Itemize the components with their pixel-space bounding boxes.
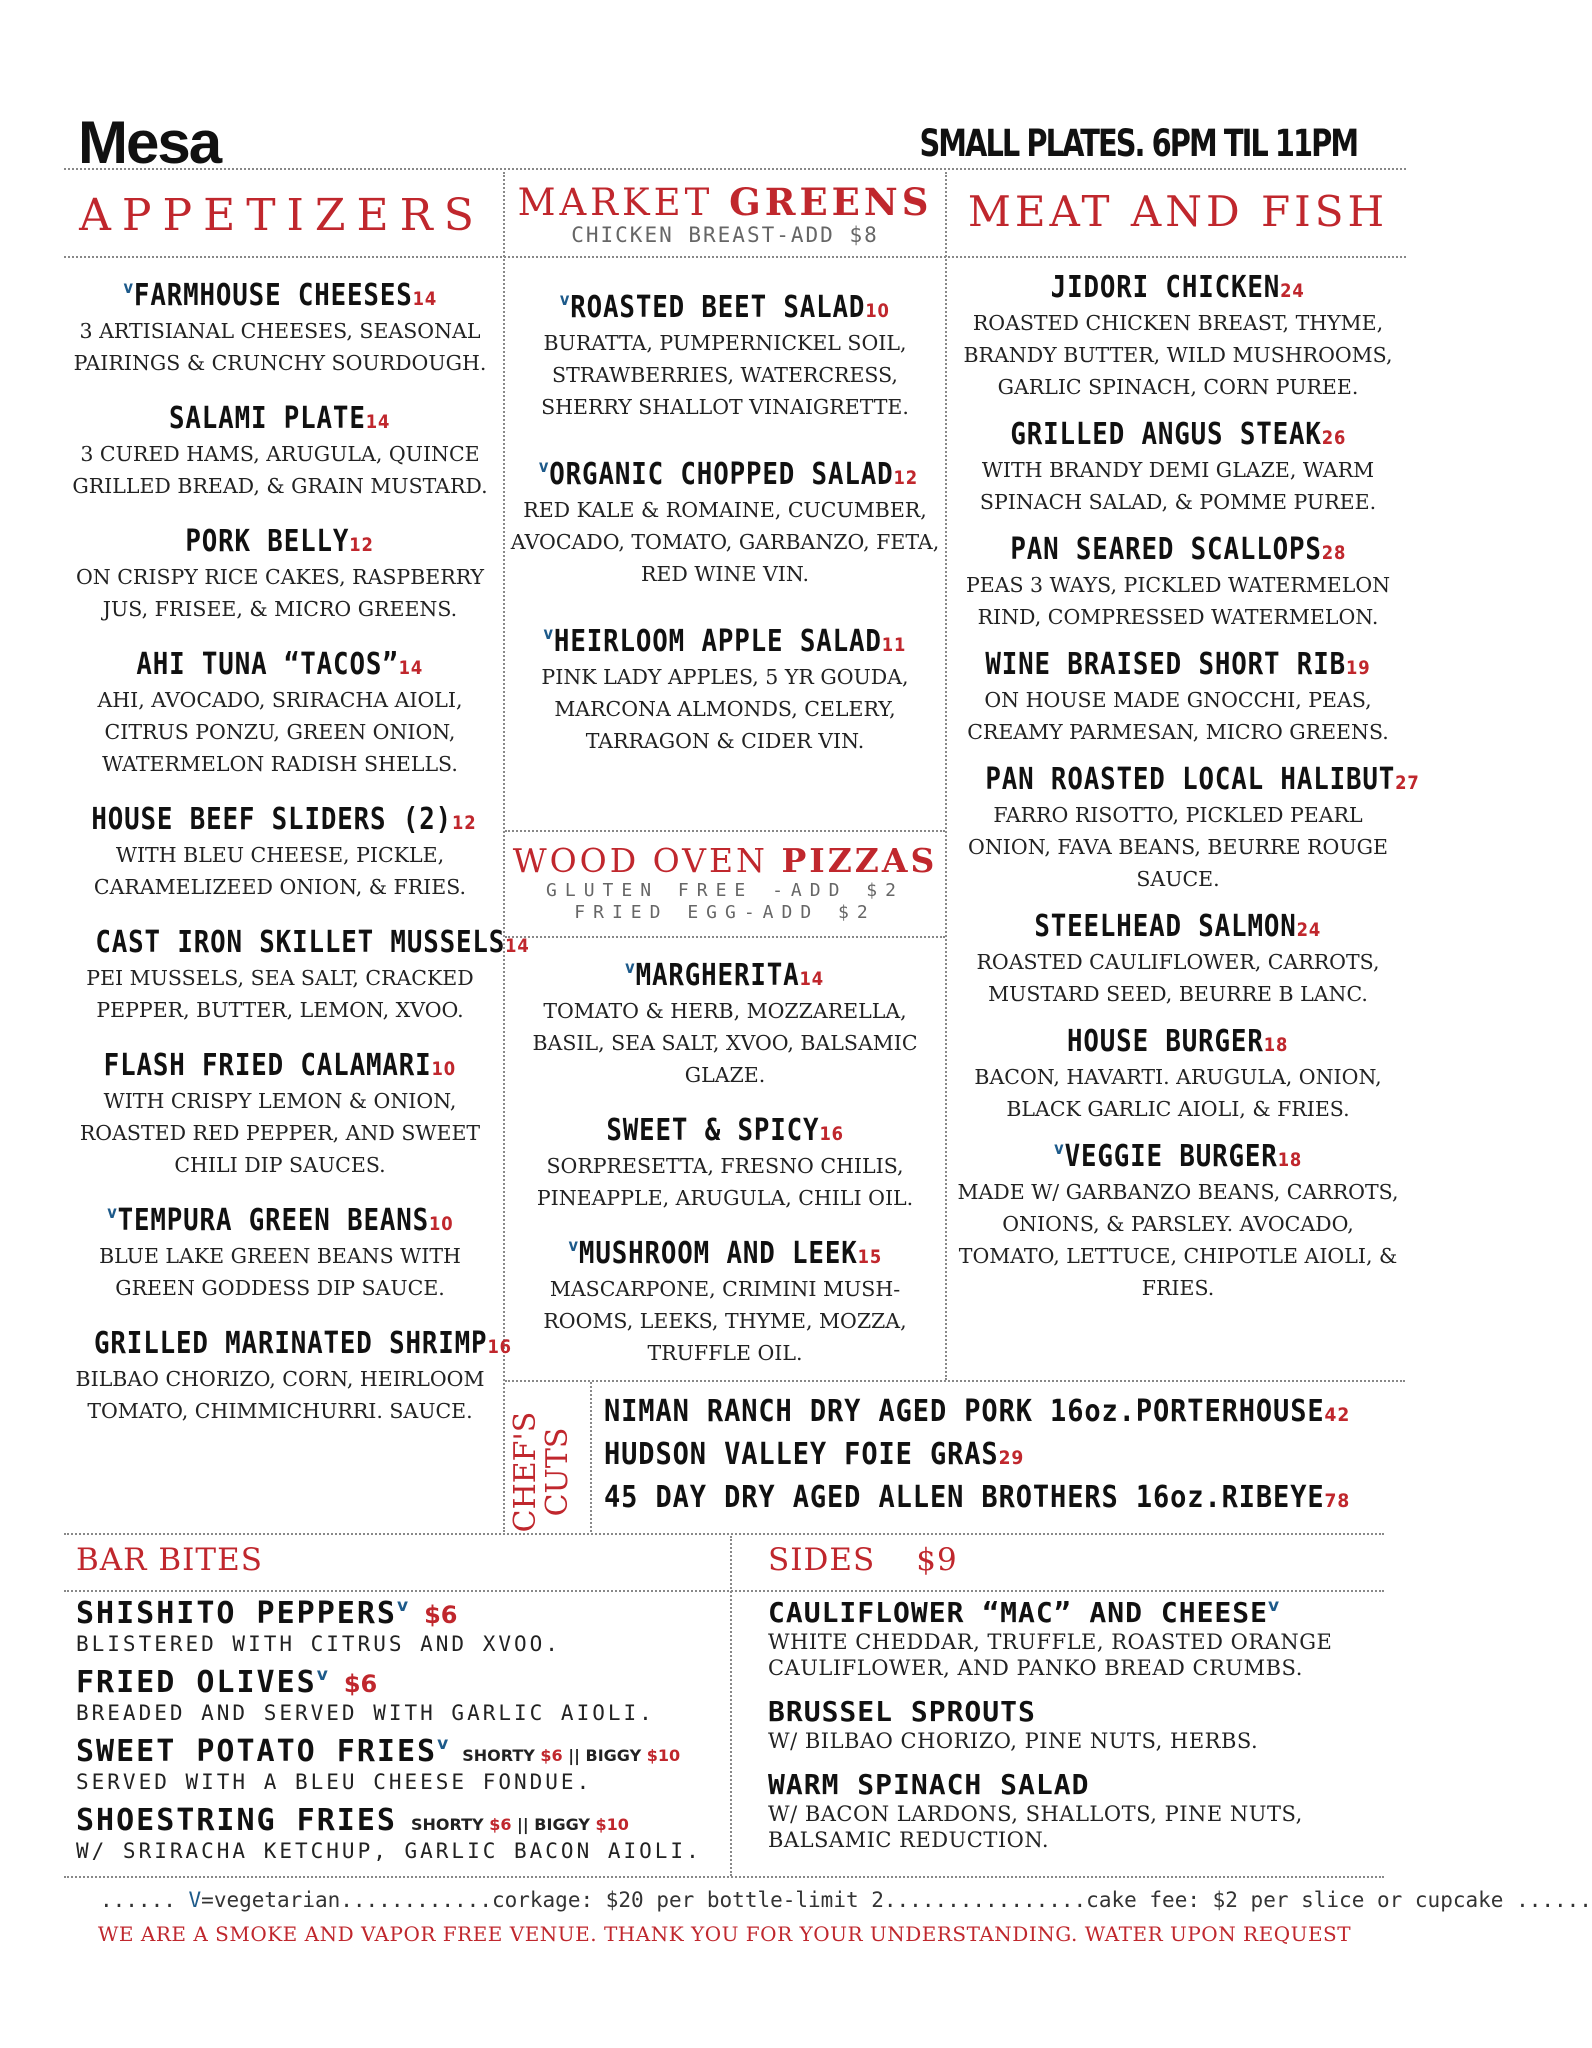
menu-item-price: 26 <box>1321 427 1346 449</box>
menu-item <box>950 1139 1406 1304</box>
greens-title-b: GREENS <box>729 180 933 224</box>
side-header <box>768 1768 1398 1801</box>
menu-item-header <box>60 802 500 837</box>
menu-item-name-wrap <box>95 925 529 960</box>
shorty-label: SHORTY <box>462 1746 535 1765</box>
menu-item-name: PAN ROASTED LOCAL HALIBUT <box>985 762 1396 797</box>
menu-item-name-wrap <box>169 401 390 436</box>
menu-item-price: 14 <box>505 935 530 957</box>
vegetarian-mark: v <box>123 278 134 298</box>
side-name: CAULIFLOWER “MAC” AND CHEESE <box>768 1596 1269 1629</box>
menu-item-name-wrap <box>91 802 476 837</box>
menu-item-description: BACON, HAVARTI. ARUGULA, ONION, BLACK GARLIC AIOLI, & FRIES. <box>974 1065 1382 1121</box>
header-divider <box>64 168 1406 170</box>
menu-item-name-wrap <box>1051 270 1305 305</box>
menu-item-name: SWEET & SPICY <box>606 1113 820 1148</box>
menu-item-header <box>60 925 530 960</box>
menu-item-header <box>508 958 942 993</box>
menu-item <box>60 925 530 1026</box>
menu-item-description: FARRO RISOTTO, PICKLED PEARL ONION, FAVA BEANS, BEURRE ROUGE SAUCE. <box>968 803 1388 891</box>
menu-item <box>60 802 500 903</box>
footer-legend-text: =vegetarian............corkage: $20 per bottle-limit 2................cake fee: $2 per slice or cupcake <box>201 1888 1504 1912</box>
menu-item <box>60 1326 512 1427</box>
shorty-price: $6 <box>489 1815 512 1834</box>
bar-bite-name: SHISHITO PEPPERS <box>76 1596 397 1631</box>
side-item <box>768 1695 1398 1754</box>
menu-item-name-wrap <box>544 624 907 659</box>
lower-divider <box>64 1533 1384 1535</box>
menu-item-description: WITH BLEU CHEESE, PICKLE, CARAMELIZEED ONION, & FRIES. <box>93 843 467 899</box>
menu-item-name: ORGANIC CHOPPED SALAD <box>549 457 894 492</box>
menu-item-price: 10 <box>431 1058 457 1080</box>
menu-item-header <box>950 1139 1406 1174</box>
vegetarian-mark: v <box>437 1734 449 1754</box>
menu-item-name: ROASTED BEET SALAD <box>570 290 866 325</box>
menu-item-name-wrap <box>539 457 918 492</box>
side-header <box>768 1695 1398 1728</box>
menu-item-name: FLASH FRIED CALAMARI <box>103 1048 432 1083</box>
menu-item-price: 19 <box>1346 657 1371 679</box>
menu-item-name-wrap <box>104 1048 456 1083</box>
pizzas-list <box>508 958 942 1391</box>
bar-bite-name: SWEET POTATO FRIES <box>76 1734 438 1769</box>
menu-item-name-wrap <box>568 1236 882 1271</box>
menu-item-description: PINK LADY APPLES, 5 YR GOUDA, MARCONA ALMONDS, CELERY, TARRAGON & CIDER VIN. <box>541 665 909 753</box>
menu-item-price: 14 <box>799 968 825 990</box>
menu-item-name: MUSHROOM AND LEEK <box>578 1236 858 1271</box>
menu-item-name: PORK BELLY <box>185 524 350 559</box>
menu-item-description: RED KALE & ROMAINE, CUCUMBER, AVOCADO, TOMATO, GARBANZO, FETA, RED WINE VIN. <box>510 498 940 586</box>
pizza-heading <box>508 842 942 924</box>
menu-item-price: 16 <box>819 1123 844 1145</box>
vegetarian-mark: v <box>538 457 550 477</box>
menu-item-description: SORPRESETTA, FRESNO CHILIS, PINEAPPLE, ARUGULA, CHILI OIL. <box>536 1154 914 1210</box>
greens-list <box>508 290 942 791</box>
menu-item-name: CAST IRON SKILLET MUSSELS <box>95 925 506 960</box>
menu-item-description: AHI, AVOCADO, SRIRACHA AIOLI, CITRUS PONZU, GREEN ONION, WATERMELON RADISH SHELLS. <box>97 688 463 776</box>
restaurant-logo: Mesa <box>78 109 221 176</box>
menu-item-price: 16 <box>487 1336 512 1358</box>
chefs-cuts-inner-divider <box>590 1382 592 1532</box>
menu-item <box>508 290 942 423</box>
menu-item-header <box>508 624 942 659</box>
menu-item-name: PAN SEARED SCALLOPS <box>1010 532 1322 567</box>
chefs-cut-price: 78 <box>1324 1490 1351 1512</box>
biggy-price: $10 <box>595 1815 629 1834</box>
appetizers-heading: APPETIZERS <box>79 190 485 241</box>
menu-item-description: ON CRISPY RICE CAKES, RASPBERRY JUS, FRISEE, & MICRO GREENS. <box>75 565 485 621</box>
bar-bite-sizes <box>411 1815 629 1834</box>
side-name: BRUSSEL SPROUTS <box>768 1695 1036 1728</box>
menu-item <box>950 417 1406 518</box>
bar-bites-heading: BAR BITES <box>76 1542 263 1578</box>
side-description: W/ BACON LARDONS, SHALLOTS, PINE NUTS, BALSAMIC REDUCTION. <box>768 1802 1303 1852</box>
menu-item-header <box>950 532 1406 567</box>
menu-item-name: SALAMI PLATE <box>169 401 367 436</box>
vegetarian-mark: v <box>316 1665 328 1685</box>
column-divider-2 <box>945 172 947 1380</box>
meat-fish-list <box>950 270 1420 1318</box>
bar-bite-header <box>76 1803 726 1838</box>
menu-item <box>950 762 1420 895</box>
side-item <box>768 1596 1398 1681</box>
menu-item-price: 28 <box>1321 542 1346 564</box>
menu-item-header <box>60 1326 512 1361</box>
menu-item-description: ROASTED CAULIFLOWER, CARROTS, MUSTARD SEED, BEURRE B LANC. <box>976 950 1380 1006</box>
menu-item <box>60 1048 500 1181</box>
menu-item-description: BILBAO CHORIZO, CORN, HEIRLOOM TOMATO, CHIMMICHURRI. SAUCE. <box>75 1367 485 1423</box>
menu-item-price: 14 <box>366 411 391 433</box>
menu-item <box>950 532 1406 633</box>
menu-item <box>950 1024 1406 1125</box>
biggy-label: BIGGY <box>585 1746 642 1765</box>
menu-item-header <box>950 762 1420 797</box>
chefs-label-1: CHEF'S <box>508 1411 543 1533</box>
menu-item <box>60 647 500 780</box>
appetizers-list <box>60 278 530 1449</box>
menu-item-description: BURATTA, PUMPERNICKEL SOIL, STRAWBERRIES, WATERCRESS, SHERRY SHALLOT VINAIGRETTE. <box>541 331 909 419</box>
side-description: W/ BILBAO CHORIZO, PINE NUTS, HERBS. <box>768 1729 1259 1753</box>
bar-bite-item <box>76 1734 726 1795</box>
menu-item-header <box>60 524 500 559</box>
bar-bite-header <box>76 1596 726 1631</box>
menu-item-name-wrap <box>123 278 437 313</box>
greens-title-a: MARKET <box>517 181 714 224</box>
menu-item <box>508 958 942 1091</box>
chefs-cut-name: 45 DAY DRY AGED ALLEN BROTHERS 16oz.RIBEYE <box>604 1480 1325 1515</box>
menu-item-name-wrap <box>985 762 1419 797</box>
menu-item-name: GRILLED ANGUS STEAK <box>1010 417 1322 452</box>
chefs-cut-name: HUDSON VALLEY FOIE GRAS <box>604 1437 999 1472</box>
menu-item-header <box>950 647 1406 682</box>
bar-bites-list <box>76 1596 726 1872</box>
bar-bite-description: SERVED WITH A BLEU CHEESE FONDUE. <box>76 1770 593 1794</box>
menu-item-header <box>508 1113 942 1148</box>
menu-item-header <box>508 1236 942 1271</box>
menu-item-description: 3 ARTISIANAL CHEESES, SEASONAL PAIRINGS & CRUNCHY SOURDOUGH. <box>73 319 487 375</box>
chefs-label-2: CUTS <box>540 1427 575 1517</box>
pizza-title-b: PIZZAS <box>781 841 938 880</box>
menu-item-name-wrap <box>560 290 890 325</box>
venue-notice: WE ARE A SMOKE AND VAPOR FREE VENUE. THANK YOU FOR YOUR UNDERSTANDING. WATER UPON REQUEST <box>97 1922 1352 1946</box>
menu-item-price: 10 <box>428 1213 454 1235</box>
chefs-cut-item <box>604 1478 1351 1521</box>
menu-item-header <box>60 278 500 313</box>
menu-item-header <box>950 1024 1406 1059</box>
menu-item <box>508 1236 942 1369</box>
bar-bite-name: FRIED OLIVES <box>76 1665 317 1700</box>
menu-item <box>508 1113 942 1214</box>
menu-item <box>60 1203 500 1304</box>
vegetarian-mark: v <box>1268 1596 1280 1616</box>
menu-item-header <box>508 457 942 492</box>
bar-bite-header <box>76 1734 726 1769</box>
menu-item-name-wrap <box>606 1113 844 1148</box>
menu-item <box>60 278 500 379</box>
menu-item-name: HEIRLOOM APPLE SALAD <box>554 624 882 659</box>
chefs-cuts-divider <box>505 1380 1405 1382</box>
menu-item-description: 3 CURED HAMS, ARUGULA, QUINCE GRILLED BREAD, & GRAIN MUSTARD. <box>72 442 488 498</box>
pizza-subtitle-1: GLUTEN FREE -ADD $2 <box>546 880 904 901</box>
menu-item-name-wrap <box>1010 532 1346 567</box>
vegetarian-mark: v <box>106 1203 118 1223</box>
menu-item-description: ON HOUSE MADE GNOCCHI, PEAS, CREAMY PARMESAN, MICRO GREENS. <box>967 688 1389 744</box>
menu-item-name-wrap <box>186 524 374 559</box>
side-name: WARM SPINACH SALAD <box>768 1768 1090 1801</box>
biggy-price: $10 <box>646 1746 681 1765</box>
menu-item-name: WINE BRAISED SHORT RIB <box>985 647 1347 682</box>
bar-bite-item <box>76 1803 726 1864</box>
menu-item-header <box>60 1048 500 1083</box>
menu-item-name-wrap <box>1035 909 1322 944</box>
chefs-cut-price: 29 <box>998 1447 1025 1469</box>
menu-item-description: PEI MUSSELS, SEA SALT, CRACKED PEPPER, BUTTER, LEMON, XVOO. <box>86 966 474 1022</box>
menu-item-header <box>60 1203 500 1238</box>
footer-legend <box>100 1888 1592 1912</box>
menu-item-name-wrap <box>1067 1024 1288 1059</box>
bar-bite-sizes <box>462 1746 680 1765</box>
bar-bite-description: W/ SRIRACHA KETCHUP, GARLIC BACON AIOLI. <box>76 1839 702 1863</box>
menu-item <box>508 624 942 757</box>
menu-item-price: 14 <box>412 288 437 310</box>
veg-legend-mark: V <box>188 1888 202 1912</box>
size-separator: || <box>517 1815 529 1834</box>
bar-bite-price: $6 <box>424 1601 458 1629</box>
side-header <box>768 1596 1398 1629</box>
menu-item-name: VEGGIE BURGER <box>1064 1139 1278 1174</box>
pizza-title-a: WOOD OVEN <box>512 841 768 880</box>
chefs-cut-item <box>604 1392 1351 1435</box>
menu-item-description: WITH CRISPY LEMON & ONION, ROASTED RED PEPPER, AND SWEET CHILI DIP SAUCES. <box>79 1089 481 1177</box>
section-head-divider <box>64 256 1406 258</box>
menu-item <box>508 457 942 590</box>
menu-item-price: 15 <box>857 1246 882 1268</box>
pizza-bottom-divider <box>505 936 945 938</box>
greens-heading <box>510 182 940 247</box>
hours-tagline: SMALL PLATES. 6PM TIL 11PM <box>919 122 1357 165</box>
menu-item-price: 11 <box>881 634 907 656</box>
chefs-cut-name: NIMAN RANCH DRY AGED PORK 16oz.PORTERHOUSE <box>604 1394 1325 1429</box>
sides-list <box>768 1596 1398 1867</box>
menu-item-price: 27 <box>1395 772 1420 794</box>
bar-bite-item <box>76 1665 726 1726</box>
menu-item-name: FARMHOUSE CHEESES <box>133 278 413 313</box>
meat-fish-heading: MEAT AND FISH <box>967 187 1389 236</box>
menu-item-name: GRILLED MARINATED SHRIMP <box>94 1326 488 1361</box>
vegetarian-mark: v <box>543 624 555 644</box>
menu-item-name-wrap <box>107 1203 453 1238</box>
size-separator: || <box>568 1746 580 1765</box>
sides-price: $9 <box>916 1542 958 1578</box>
menu-item-name: STEELHEAD SALMON <box>1034 909 1297 944</box>
chefs-cuts-list <box>604 1392 1404 1521</box>
menu-item-name-wrap <box>626 958 825 993</box>
menu-item <box>950 270 1406 403</box>
side-item <box>768 1768 1398 1853</box>
chefs-cut-price: 42 <box>1324 1404 1351 1426</box>
menu-item-header <box>950 417 1406 452</box>
bar-bite-price: $6 <box>343 1670 378 1698</box>
menu-item-description: WITH BRANDY DEMI GLAZE, WARM SPINACH SALAD, & POMME PUREE. <box>979 458 1377 514</box>
vegetarian-mark: v <box>396 1596 409 1616</box>
vegetarian-mark: v <box>1053 1139 1065 1159</box>
menu-item-price: 18 <box>1264 1034 1289 1056</box>
pizza-subtitle-2: FRIED EGG-ADD $2 <box>574 902 876 923</box>
bar-bite-description: BREADED AND SERVED WITH GARLIC AIOLI. <box>76 1701 655 1725</box>
menu-item-name: AHI TUNA “TACOS” <box>136 647 399 682</box>
menu-item-header <box>508 290 942 325</box>
sides-title: SIDES <box>768 1542 876 1578</box>
menu-item-price: 14 <box>398 657 424 679</box>
footer-trail: ...... <box>1516 1888 1592 1912</box>
vegetarian-mark: v <box>560 290 571 310</box>
vegetarian-mark: v <box>568 1236 579 1256</box>
menu-item-name: TEMPURA GREEN BEANS <box>117 1203 429 1238</box>
sides-heading <box>740 1542 1400 1578</box>
menu-item <box>950 909 1406 1010</box>
menu-item <box>60 401 500 502</box>
menu-item-description: MADE W/ GARBANZO BEANS, CARROTS, ONIONS, & PARSLEY. AVOCADO, TOMATO, LETTUCE, CHIPOTLE AIOLI, & FRIES. <box>957 1180 1399 1300</box>
menu-item-name: HOUSE BURGER <box>1067 1024 1265 1059</box>
chefs-cuts-label <box>502 1390 582 1533</box>
vegetarian-mark: v <box>625 958 636 978</box>
menu-item-name-wrap <box>985 647 1370 682</box>
menu-item-price: 18 <box>1277 1149 1302 1171</box>
side-description: WHITE CHEDDAR, TRUFFLE, ROASTED ORANGE CAULIFLOWER, AND PANKO BREAD CRUMBS. <box>768 1630 1333 1680</box>
menu-item-description: BLUE LAKE GREEN BEANS WITH GREEN GODDESS DIP SAUCE. <box>99 1244 461 1300</box>
menu-item <box>950 647 1406 748</box>
bar-sides-divider <box>730 1536 732 1876</box>
menu-item-name-wrap <box>137 647 424 682</box>
menu-item-name: HOUSE BEEF SLIDERS (2) <box>91 802 452 837</box>
menu-item-name-wrap <box>1010 417 1346 452</box>
menu-item-price: 12 <box>349 534 375 556</box>
bar-bite-description: BLISTERED WITH CITRUS AND XVOO. <box>76 1632 561 1656</box>
shorty-label: SHORTY <box>410 1815 484 1834</box>
menu-item-description: ROASTED CHICKEN BREAST, THYME, BRANDY BUTTER, WILD MUSHROOMS, GARLIC SPINACH, CORN PUREE. <box>963 311 1393 399</box>
menu-item-price: 10 <box>865 300 890 322</box>
menu-item-header <box>950 909 1406 944</box>
chefs-cut-item <box>604 1435 1324 1478</box>
greens-subtitle: CHICKEN BREAST-ADD $8 <box>571 223 879 247</box>
bar-bite-header <box>76 1665 726 1700</box>
menu-item <box>60 524 500 625</box>
menu-item-header <box>60 401 500 436</box>
menu-item-price: 12 <box>893 467 918 489</box>
menu-item-description: TOMATO & HERB, MOZZARELLA, BASIL, SEA SALT, XVOO, BALSAMIC GLAZE. <box>532 999 918 1087</box>
menu-item-price: 24 <box>1280 280 1305 302</box>
bar-head-divider <box>64 1590 1384 1592</box>
biggy-label: BIGGY <box>534 1815 590 1834</box>
menu-item-price: 12 <box>451 812 477 834</box>
menu-item-description: MASCARPONE, CRIMINI MUSH-ROOMS, LEEKS, THYME, MOZZA, TRUFFLE OIL. <box>543 1277 907 1365</box>
menu-item-name-wrap <box>1054 1139 1302 1174</box>
footer-divider <box>64 1876 1384 1878</box>
pizza-top-divider <box>505 830 945 832</box>
menu-item-description: PEAS 3 WAYS, PICKLED WATERMELON RIND, COMPRESSED WATERMELON. <box>965 573 1391 629</box>
footer-lead: ...... <box>100 1888 176 1912</box>
menu-item-header <box>60 647 500 682</box>
shorty-price: $6 <box>540 1746 563 1765</box>
menu-item-name: MARGHERITA <box>635 958 800 993</box>
bar-bite-name: SHOESTRING FRIES <box>76 1803 397 1838</box>
menu-item-header <box>950 270 1406 305</box>
bar-bite-item <box>76 1596 726 1657</box>
menu-item-name: JIDORI CHICKEN <box>1051 270 1281 305</box>
menu-item-price: 24 <box>1296 919 1322 941</box>
menu-item-name-wrap <box>94 1326 512 1361</box>
